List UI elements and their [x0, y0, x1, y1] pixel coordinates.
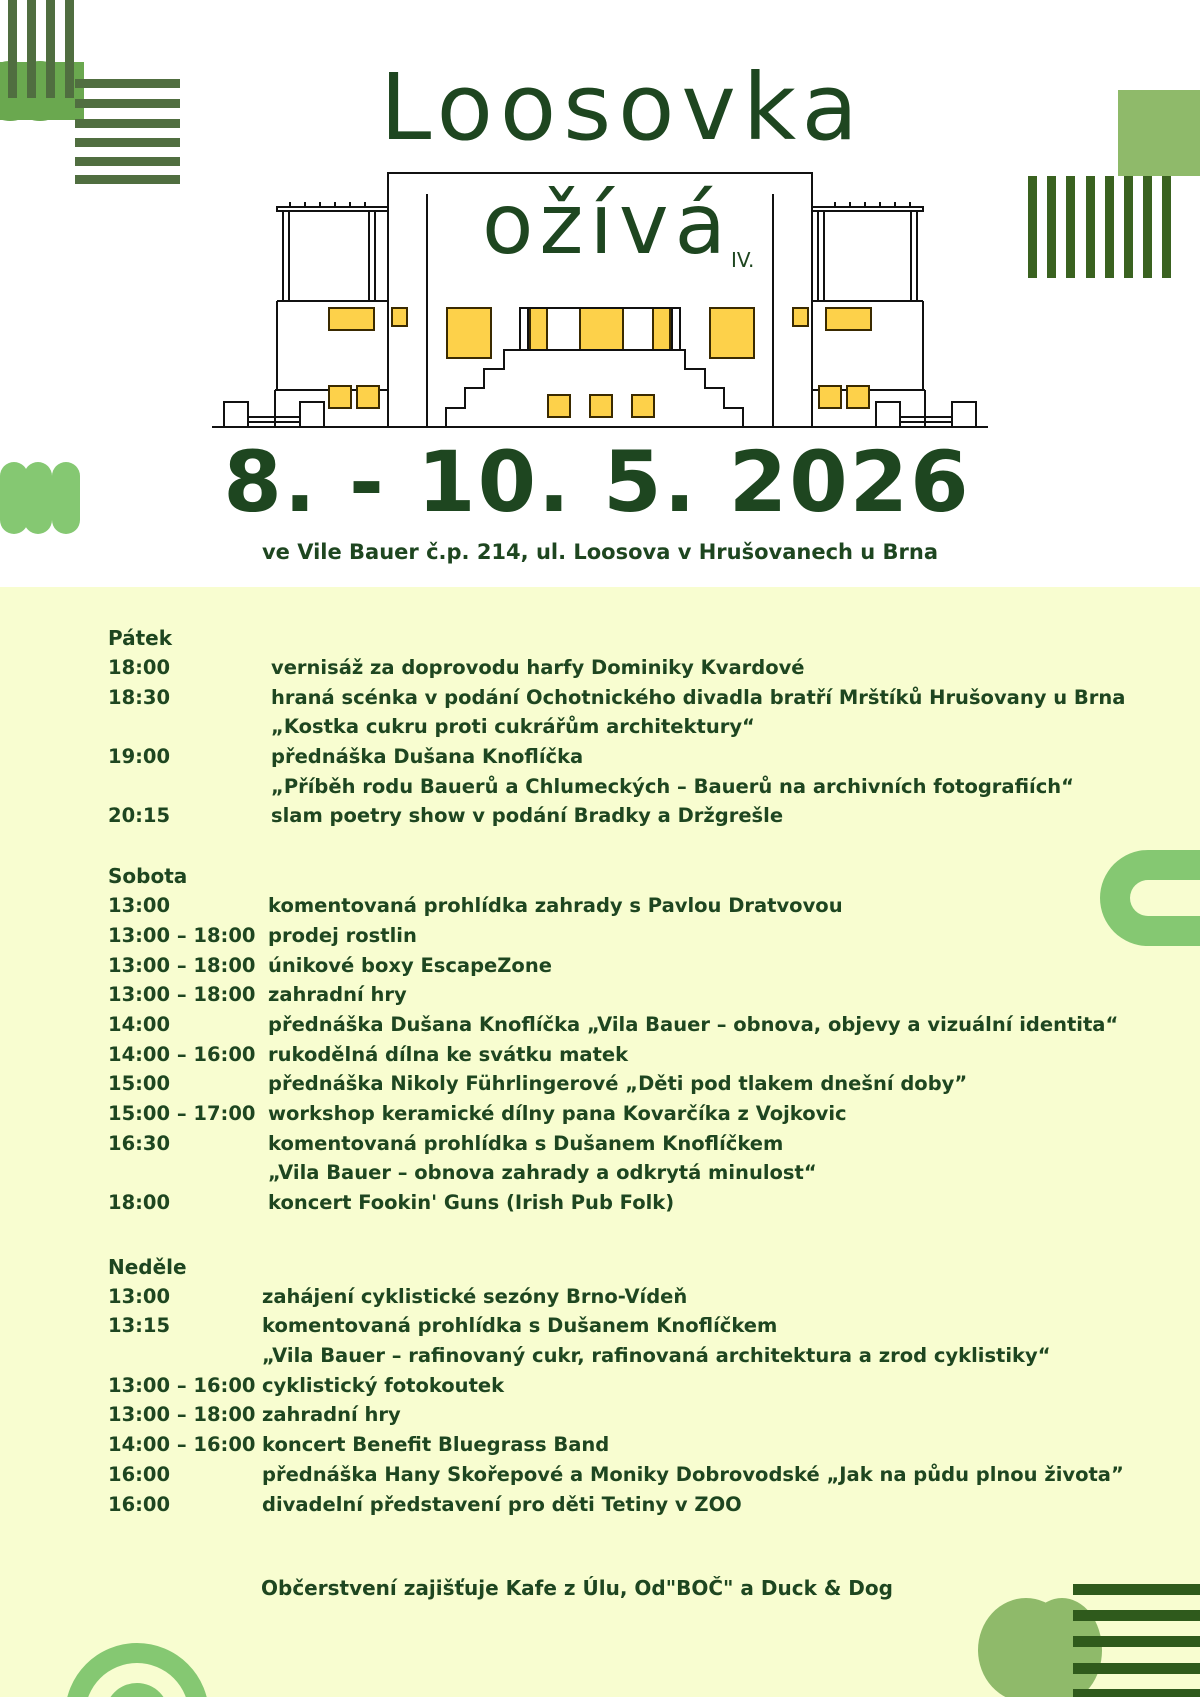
- decor-top-right-icon: [1020, 88, 1200, 288]
- event-desc: přednáška Nikoly Führlingerové „Děti pod tlakem dnešní doby”: [268, 1072, 968, 1096]
- schedule-row: [108, 1188, 1168, 1218]
- event-desc: rukodělná dílna ke svátku matek: [268, 1042, 629, 1066]
- schedule-row: [108, 653, 1168, 683]
- event-desc: slam poetry show v podání Bradky a Držgrešle: [271, 804, 784, 828]
- event-desc: „Příběh rodu Bauerů a Chlumeckých – Bauerů na archivních fotografiích“: [271, 774, 1074, 798]
- schedule-row: [108, 1069, 1168, 1099]
- schedule-row: [108, 683, 1168, 713]
- day-friday: [108, 623, 1168, 831]
- day-title: Pátek: [108, 626, 173, 650]
- decor-bottom-left-target-icon: [60, 1627, 220, 1697]
- schedule-row: [108, 801, 1168, 831]
- schedule-row: [108, 1430, 1168, 1460]
- decor-right-c-shape-icon: [1100, 850, 1200, 950]
- schedule-row: [108, 1311, 1168, 1341]
- event-time: 15:00: [108, 1072, 171, 1096]
- event-time: 13:15: [108, 1314, 171, 1338]
- schedule-row: [108, 1400, 1168, 1430]
- schedule-row: [108, 891, 1168, 921]
- schedule-row: [108, 1460, 1168, 1490]
- schedule-row: [108, 1129, 1168, 1159]
- event-desc: koncert Benefit Bluegrass Band: [262, 1433, 610, 1457]
- event-time: 13:00 – 16:00: [108, 1373, 256, 1397]
- event-time: 13:00: [108, 894, 171, 918]
- event-time: 14:00: [108, 1012, 171, 1036]
- event-desc: komentovaná prohlídka s Dušanem Knoflíčkem: [262, 1314, 778, 1338]
- event-desc: „Vila Bauer – rafinovaný cukr, rafinovaná architektura a zrod cyklistiky“: [262, 1344, 1051, 1368]
- decor-bottom-right-icon: [970, 1580, 1200, 1697]
- event-desc: workshop keramické dílny pana Kovarčíka z Vojkovic: [268, 1101, 847, 1125]
- schedule-row: [108, 1040, 1168, 1070]
- event-desc: přednáška Dušana Knoflíčka „Vila Bauer – obnova, objevy a vizuální identita“: [268, 1012, 1119, 1036]
- poster-subtitle: ožívá: [482, 175, 733, 273]
- event-time: 15:00 – 17:00: [108, 1101, 256, 1125]
- schedule-row: [108, 1158, 1168, 1188]
- event-time: 13:00 – 18:00: [108, 923, 256, 947]
- program-schedule: [108, 623, 1168, 1549]
- poster-title: Loosovka: [380, 54, 865, 161]
- event-dates: 8. - 10. 5. 2026: [223, 433, 971, 531]
- event-time: 20:15: [108, 804, 171, 828]
- schedule-row: [108, 1099, 1168, 1129]
- schedule-row: [108, 1010, 1168, 1040]
- day-title: Sobota: [108, 864, 188, 889]
- event-desc: komentovaná prohlídka s Dušanem Knoflíčkem: [268, 1131, 784, 1155]
- event-desc: komentovaná prohlídka zahrady s Pavlou Dratvovou: [268, 894, 843, 918]
- event-desc: vernisáž za doprovodu harfy Dominiky Kvardové: [271, 656, 805, 679]
- schedule-row: [108, 1282, 1168, 1312]
- refreshments-note: Občerstvení zajišťuje Kafe z Úlu, Od"BOČ" a Duck & Dog: [261, 1576, 893, 1600]
- event-desc: zahájení cyklistické sezóny Brno-Vídeň: [262, 1284, 688, 1308]
- day-saturday: [108, 861, 1168, 1218]
- event-time: [108, 1341, 262, 1371]
- event-time: 13:00: [108, 1284, 171, 1308]
- event-time: 16:30: [108, 1131, 171, 1155]
- event-time: 13:00 – 18:00: [108, 1403, 256, 1427]
- event-desc: „Kostka cukru proti cukrářům architektury“: [271, 715, 755, 739]
- event-desc: cyklistický fotokoutek: [262, 1373, 505, 1397]
- event-time: 18:00: [108, 656, 171, 679]
- event-desc: „Vila Bauer – obnova zahrady a odkrytá minulost“: [268, 1161, 817, 1185]
- event-address: ve Vile Bauer č.p. 214, ul. Loosova v Hrušovanech u Brna: [261, 540, 939, 564]
- schedule-row: [108, 1490, 1168, 1520]
- event-time: 14:00 – 16:00: [108, 1042, 256, 1066]
- event-desc: koncert Fookin' Guns (Irish Pub Folk): [268, 1191, 675, 1214]
- event-time: [108, 1158, 268, 1188]
- schedule-row: [108, 1341, 1168, 1371]
- event-desc: zahradní hry: [262, 1403, 401, 1427]
- event-time: [108, 772, 271, 802]
- event-time: [108, 712, 271, 742]
- schedule-row: [108, 712, 1168, 742]
- event-time: 13:00 – 18:00: [108, 983, 256, 1007]
- event-desc: hraná scénka v podání Ochotnického divadla bratří Mrštíků Hrušovany u Brna: [271, 685, 1126, 709]
- event-time: 14:00 – 16:00: [108, 1433, 256, 1457]
- event-time: 16:00: [108, 1462, 171, 1486]
- schedule-row: [108, 980, 1168, 1010]
- schedule-row: [108, 921, 1168, 951]
- event-desc: přednáška Dušana Knoflíčka: [271, 745, 584, 769]
- event-desc: zahradní hry: [268, 983, 407, 1007]
- event-desc: prodej rostlin: [268, 923, 417, 947]
- event-time: 18:00: [108, 1191, 171, 1214]
- edition-label: IV.: [731, 248, 755, 272]
- event-time: 13:00 – 18:00: [108, 953, 256, 977]
- event-time: 19:00: [108, 745, 171, 769]
- schedule-row: [108, 951, 1168, 981]
- schedule-row: [108, 772, 1168, 802]
- event-desc: přednáška Hany Skořepové a Moniky Dobrovodské „Jak na půdu plnou života”: [262, 1462, 1124, 1486]
- event-time: 18:30: [108, 685, 171, 709]
- event-desc: únikové boxy EscapeZone: [268, 953, 552, 977]
- schedule-row: [108, 1371, 1168, 1401]
- day-title: Neděle: [108, 1254, 187, 1279]
- schedule-row: [108, 742, 1168, 772]
- event-time: 16:00: [108, 1492, 171, 1516]
- decor-top-left-icon: [0, 0, 190, 190]
- event-desc: divadelní představení pro děti Tetiny v ZOO: [262, 1492, 742, 1516]
- day-sunday: [108, 1252, 1168, 1520]
